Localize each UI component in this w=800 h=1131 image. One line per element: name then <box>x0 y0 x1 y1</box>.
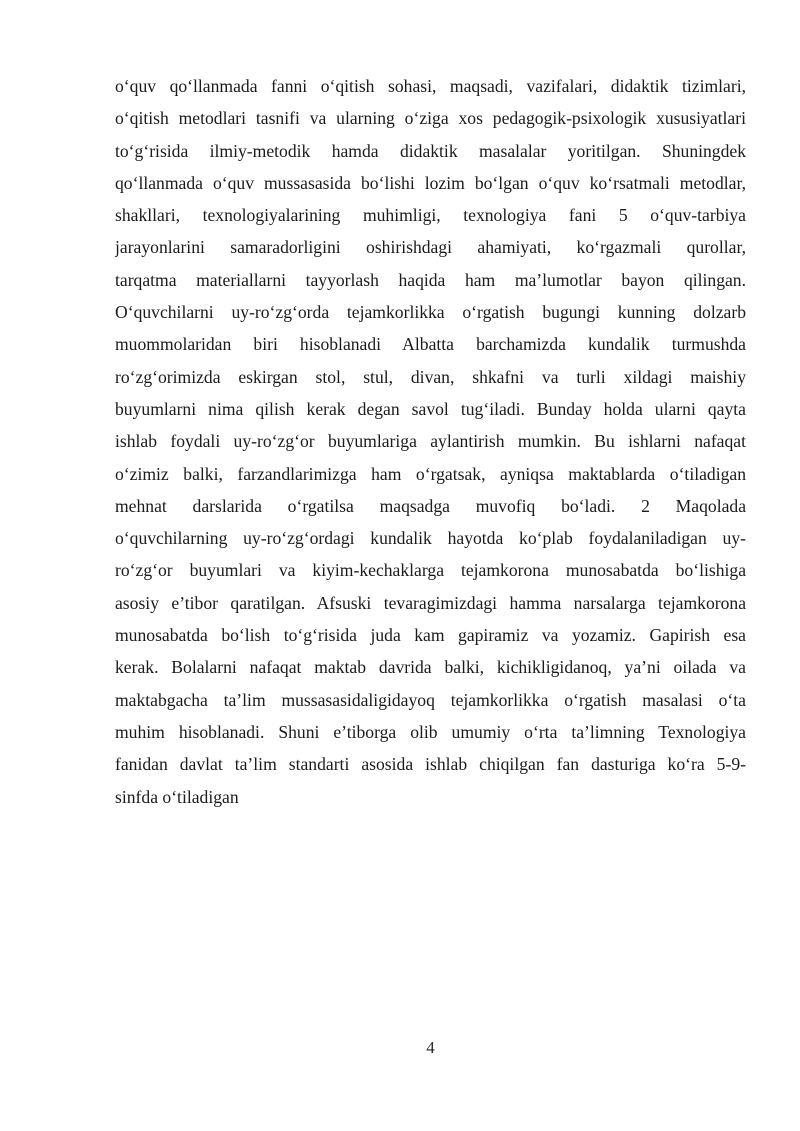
text-line: munosabatda bo‘lish to‘g‘risida juda kam gapiramiz va yozamiz. Gapirish esa <box>115 625 746 646</box>
text-line: muhim hisoblanadi. Shuni e’tiborga olib umumiy o‘rta ta’limning Texnologiya <box>115 721 746 742</box>
text-line: ishlab foydali uy-ro‘zg‘or buyumlariga aylantirish mumkin. Bu ishlarni nafaqat <box>115 431 746 452</box>
page-number: 4 <box>426 1038 435 1057</box>
text-line: ro‘zg‘orimizda eskirgan stol, stul, divan, shkafni va turli xildagi maishiy <box>115 366 746 387</box>
text-line: muommolaridan biri hisoblanadi Albatta barchamizda kundalik turmushda <box>115 334 746 355</box>
text-line: fanidan davlat ta’lim standarti asosida ishlab chiqilgan fan dasturiga ko‘ra 5-9- <box>115 754 746 775</box>
text-line: tarqatma materiallarni tayyorlash haqida ham ma’lumotlar bayon qilingan. <box>115 269 746 290</box>
text-line: o‘zimiz balki, farzandlarimizga ham o‘rgatsak, ayniqsa maktablarda o‘tiladigan <box>115 463 746 484</box>
text-line: asosiy e’tibor qaratilgan. Afsuski tevaragimizdagi hamma narsalarga tejamkorona <box>115 592 746 613</box>
text-line: mehnat darslarida o‘rgatilsa maqsadga muvofiq bo‘ladi. 2 Maqolada <box>115 495 746 516</box>
text-line: shakllari, texnologiyalarining muhimligi, texnologiya fani 5 o‘quv-tarbiya <box>115 205 746 226</box>
text-line: qo‘llanmada o‘quv mussasasida bo‘lishi lozim bo‘lgan o‘quv ko‘rsatmali metodlar, <box>115 172 746 193</box>
text-line: O‘quvchilarni uy-ro‘zg‘orda tejamkorlikka o‘rgatish bugungi kunning dolzarb <box>115 302 746 323</box>
text-line: o‘quvchilarning uy-ro‘zg‘ordagi kundalik hayotda ko‘plab foydalaniladigan uy- <box>115 528 746 549</box>
text-line: ro‘zg‘or buyumlari va kiyim-kechaklarga tejamkorona munosabatda bo‘lishiga <box>115 560 746 581</box>
text-line: sinfda o‘tiladigan <box>115 786 239 807</box>
text-line: o‘qitish metodlari tasnifi va ularning o‘ziga xos pedagogik-psixologik xususiyatlari <box>115 108 746 129</box>
text-line: maktabgacha ta’lim mussasasidaligidayoq tejamkorlikka o‘rgatish masalasi o‘ta <box>115 689 746 710</box>
text-line: kerak. Bolalarni nafaqat maktab davrida balki, kichikligidanoq, ya’ni oilada va <box>115 657 746 678</box>
text-line: buyumlarni nima qilish kerak degan savol tug‘iladi. Bunday holda ularni qayta <box>115 398 746 419</box>
page-footer <box>115 1036 746 1060</box>
body-text <box>115 70 746 813</box>
text-line: to‘g‘risida ilmiy-metodik hamda didaktik masalalar yoritilgan. Shuningdek <box>115 140 746 161</box>
text-line: jarayonlarini samaradorligini oshirishdagi ahamiyati, ko‘rgazmali qurollar, <box>115 237 746 258</box>
text-line: o‘quv qo‘llanmada fanni o‘qitish sohasi, maqsadi, vazifalari, didaktik tizimlari, <box>115 76 746 96</box>
